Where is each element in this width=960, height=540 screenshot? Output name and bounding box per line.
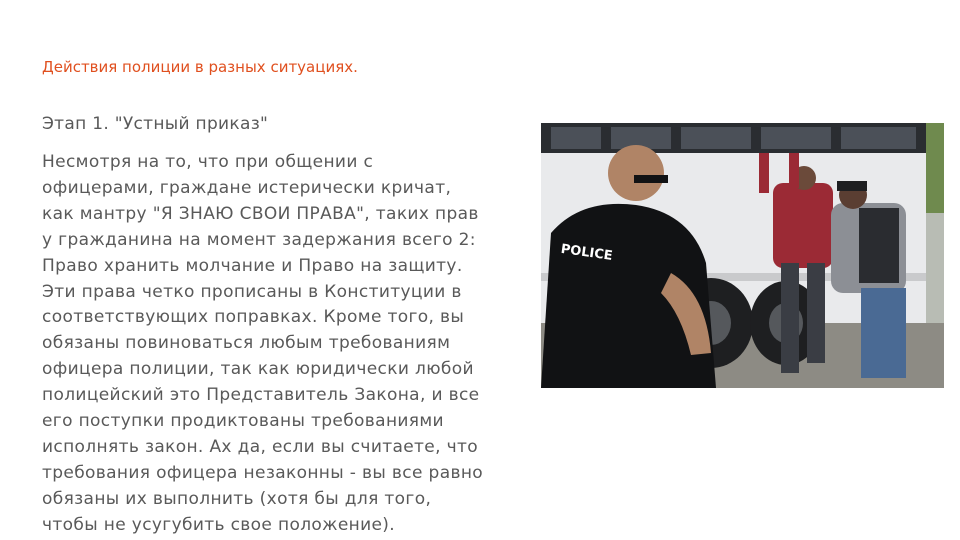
stage-heading: Этап 1. "Устный приказ" [42,114,269,134]
slide-title: Действия полиции в разных ситуациях. [42,58,358,76]
vest-label: POLICE [559,241,614,264]
body-text: Несмотря на то, что при общении с офицерами, граждане истерически кричат, как мантру "Я ЗНАЮ СВОИ ПРАВА", таких прав у гражданина на момент задержания всего 2: Право хранить молчание и Право на защиту. Эти права четко прописаны в Конституции в соответствующих поправках. Кроме того, вы обязаны повиноваться любым требованиям офицера полиции, так как юридически любой полицейский это Представитель Закона, и все его поступки продиктованы требованиями исполнять закон. Ах да, если вы считаете, что требования офицера незаконны - вы все равно обязаны их выполнить (хотя бы для того, чтобы не усугубить свое положение). [42,152,484,535]
police-arrest-photo [541,123,944,388]
